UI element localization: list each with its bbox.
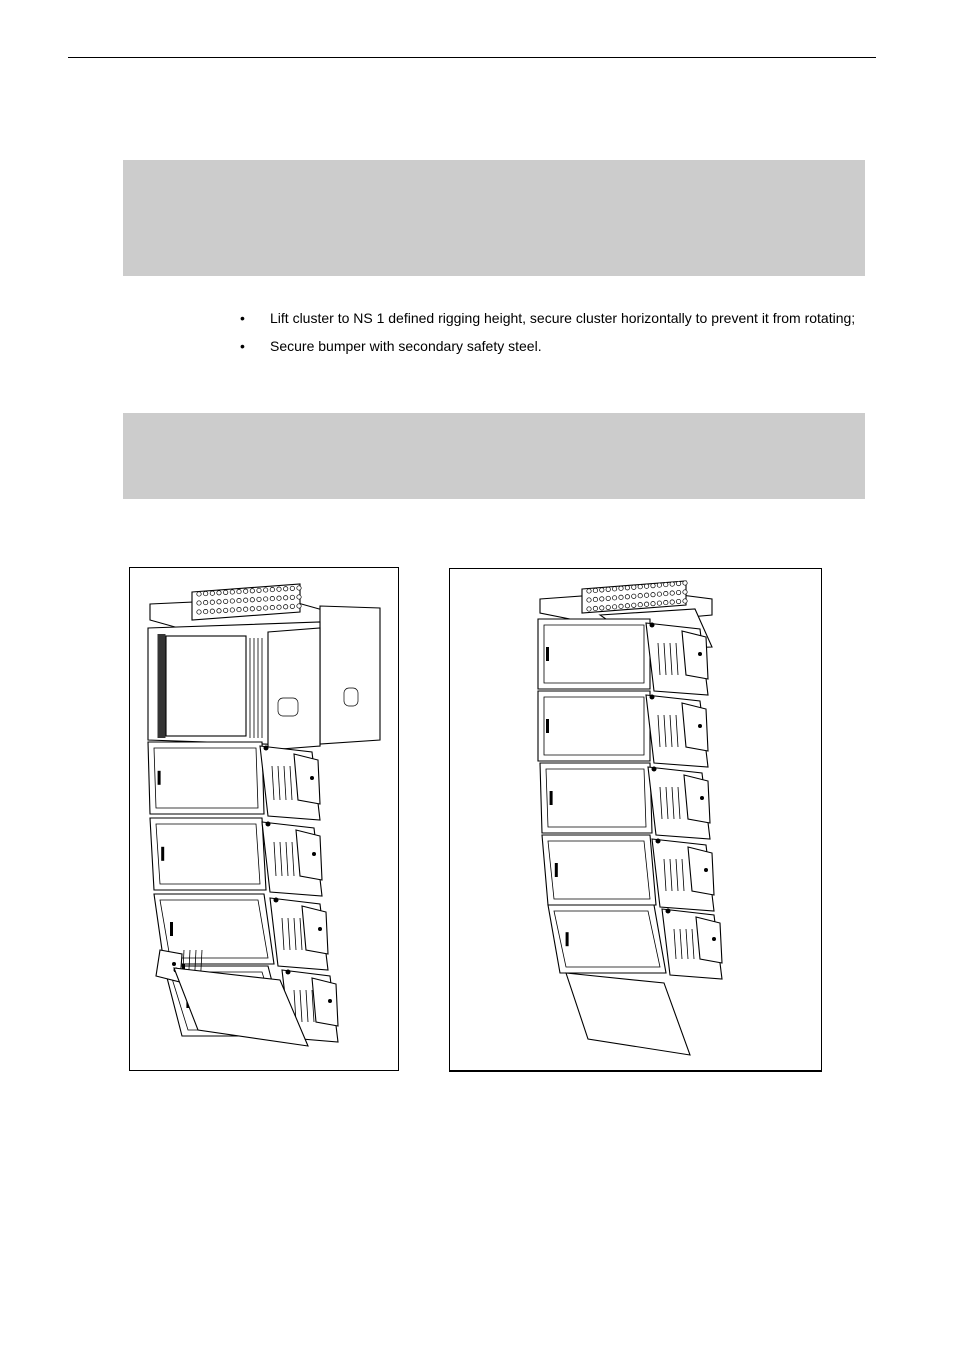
bumper-hole: [210, 600, 214, 604]
bumper-hole: [587, 598, 591, 602]
rigging-bracket: [312, 978, 338, 1026]
bumper-hole: [651, 583, 655, 587]
cabinet-front: [542, 835, 656, 905]
bumper-hole: [223, 608, 227, 612]
bumper-hole: [277, 605, 281, 609]
cabinet-front: [540, 763, 652, 833]
bumper-hole: [290, 595, 294, 599]
bumper-hole: [250, 589, 254, 593]
bumper-hole: [632, 603, 636, 607]
bumper-hole: [619, 595, 623, 599]
rigging-pin: [650, 695, 655, 700]
rigging-pin: [656, 839, 661, 844]
bumper-hole: [657, 601, 661, 605]
bumper-hole: [632, 594, 636, 598]
rigging-bracket: [696, 917, 722, 963]
cabinet-logo: [546, 647, 549, 661]
rigging-pin: [264, 746, 269, 751]
rigging-pin: [652, 767, 657, 772]
bumper-hole: [638, 594, 642, 598]
note-box-top: [123, 160, 865, 276]
bumper-hole: [217, 600, 221, 604]
bumper-hole: [664, 582, 668, 586]
bumper-hole: [670, 591, 674, 595]
bumper-hole: [243, 607, 247, 611]
rigging-pin: [312, 852, 316, 856]
rigging-bracket: [294, 754, 320, 804]
bullet-text-lift: Lift cluster to NS 1 defined rigging height, secure cluster horizontally to prevent it from rotating;: [270, 310, 856, 326]
cabinet-logo: [550, 791, 553, 805]
bumper-hole: [651, 601, 655, 605]
rigging-pin: [698, 652, 702, 656]
rigging-bracket: [688, 847, 714, 895]
bumper-hole: [606, 596, 610, 600]
bumper-hole: [283, 605, 287, 609]
note-box-bottom: [123, 413, 865, 499]
bumper-hole: [203, 609, 207, 613]
rigging-bracket: [682, 631, 708, 679]
cabinet-logo: [555, 863, 558, 877]
bumper-hole: [664, 600, 668, 604]
bumper-hole: [270, 596, 274, 600]
bumper-hole: [257, 606, 261, 610]
bumper-hole: [197, 601, 201, 605]
rigging-bracket: [684, 775, 710, 823]
bumper-hole: [237, 598, 241, 602]
bumper-hole: [657, 592, 661, 596]
bumper-hole: [644, 584, 648, 588]
rigging-pin: [172, 962, 176, 966]
cabinet-front: [538, 619, 650, 689]
bumper-hole: [237, 607, 241, 611]
bumper-hole: [270, 587, 274, 591]
list-item: [238, 309, 864, 328]
bumper-hole: [606, 587, 610, 591]
rigging-pin: [286, 970, 291, 975]
rigging-pin: [328, 999, 332, 1003]
speaker-cabinet: [538, 691, 708, 767]
rigging-pin: [712, 937, 716, 941]
rigging-pin: [650, 623, 655, 628]
bumper-hole: [587, 589, 591, 593]
bumper-hole: [625, 604, 629, 608]
bumper-hole: [223, 590, 227, 594]
instruction-list: [238, 309, 864, 365]
header-rule: [68, 57, 876, 58]
bumper-hole: [683, 599, 687, 603]
bumper-hole: [283, 587, 287, 591]
cluster-with-subwoofer-illustration: [130, 568, 398, 1070]
bumper-hole: [283, 596, 287, 600]
speaker-cabinet: [542, 835, 714, 911]
cabinet-logo: [566, 932, 569, 946]
figure-cluster-with-sub: [129, 567, 399, 1071]
bumper-hole: [197, 592, 201, 596]
bumper-hole: [257, 597, 261, 601]
figure-line-array-cluster: [449, 568, 822, 1072]
bumper-hole: [210, 609, 214, 613]
sub-rigging-plate: [268, 628, 320, 750]
rigging-bracket: [302, 906, 328, 954]
bumper-hole: [290, 604, 294, 608]
bumper-hole: [619, 604, 623, 608]
bumper-hole: [593, 597, 597, 601]
bumper-hole: [263, 597, 267, 601]
cabinet-logo: [546, 719, 549, 733]
bumper-hole: [670, 600, 674, 604]
rigging-bracket: [682, 703, 708, 751]
rigging-pin: [704, 868, 708, 872]
bumper-hole: [270, 605, 274, 609]
cabinet-front: [150, 818, 266, 890]
rigging-pin: [700, 796, 704, 800]
bumper-hole: [593, 588, 597, 592]
bumper-hole: [632, 585, 636, 589]
rigging-bracket: [296, 830, 322, 880]
bumper-hole: [223, 599, 227, 603]
bumper-hole: [612, 587, 616, 591]
rigging-pin: [266, 822, 271, 827]
bumper-hole: [243, 589, 247, 593]
rigging-pin: [666, 909, 671, 914]
cabinet-front: [148, 742, 264, 814]
bumper-hole: [676, 590, 680, 594]
bumper-hole: [290, 586, 294, 590]
bullet-icon: •: [240, 338, 245, 354]
cabinet-logo: [170, 922, 173, 936]
bumper-hole: [250, 598, 254, 602]
speaker-cabinet: [150, 818, 322, 896]
rigging-pin: [698, 724, 702, 728]
bumper-hole: [257, 588, 261, 592]
bumper-hole: [600, 588, 604, 592]
cabinet-front: [538, 691, 650, 761]
bumper-hole: [625, 595, 629, 599]
bullet-icon: •: [240, 310, 245, 326]
bottom-cabinet: [566, 973, 690, 1055]
speaker-cabinet: [538, 619, 708, 695]
bumper-hole: [683, 590, 687, 594]
bumper-hole: [263, 588, 267, 592]
bumper-hole: [619, 586, 623, 590]
bumper-hole: [600, 597, 604, 601]
bumper-hole: [683, 581, 687, 585]
bumper-hole: [657, 583, 661, 587]
bumper-hole: [230, 590, 234, 594]
bumper-hole: [203, 591, 207, 595]
rigging-pin: [318, 927, 322, 931]
bumper-hole: [250, 607, 254, 611]
cabinet-logo: [161, 847, 164, 861]
bumper-hole: [230, 599, 234, 603]
bumper-hole: [277, 596, 281, 600]
bumper-hole: [203, 600, 207, 604]
bumper-hole: [638, 603, 642, 607]
speaker-cabinet: [548, 905, 722, 979]
bumper-hole: [606, 605, 610, 609]
bumper-hole: [217, 609, 221, 613]
bumper-hole: [197, 610, 201, 614]
bumper-hole: [297, 604, 301, 608]
bumper-hole: [676, 599, 680, 603]
bumper-hole: [243, 598, 247, 602]
line-array-cluster-illustration: [450, 569, 821, 1070]
bumper-hole: [297, 586, 301, 590]
bumper-hole: [230, 608, 234, 612]
bumper-hole: [593, 606, 597, 610]
speaker-cabinet: [540, 763, 710, 839]
bumper-hole: [670, 582, 674, 586]
rigging-pin: [310, 776, 314, 780]
speaker-cabinet: [148, 742, 320, 820]
bumper-hole: [644, 593, 648, 597]
bumper-hole: [612, 605, 616, 609]
sub-plate-handle: [278, 698, 298, 716]
rigging-pin: [274, 898, 279, 903]
bumper-hole: [587, 607, 591, 611]
subwoofer-side: [320, 606, 380, 744]
list-item: [238, 337, 864, 356]
bumper-hole: [638, 585, 642, 589]
bumper-hole: [612, 596, 616, 600]
bullet-text-secure: Secure bumper with secondary safety steel.: [270, 338, 542, 354]
bumper-hole: [263, 606, 267, 610]
bumper-hole: [600, 606, 604, 610]
bumper-hole: [237, 589, 241, 593]
bumper-hole: [651, 592, 655, 596]
bumper-hole: [664, 591, 668, 595]
bumper-hole: [644, 602, 648, 606]
bumper-hole: [676, 581, 680, 585]
bumper-hole: [217, 591, 221, 595]
sub-handle: [344, 688, 358, 706]
bumper-hole: [210, 591, 214, 595]
sub-grille-panel: [166, 636, 246, 736]
cabinet-logo: [158, 771, 161, 785]
bumper-hole: [625, 586, 629, 590]
bumper-hole: [277, 587, 281, 591]
bumper-hole: [297, 595, 301, 599]
